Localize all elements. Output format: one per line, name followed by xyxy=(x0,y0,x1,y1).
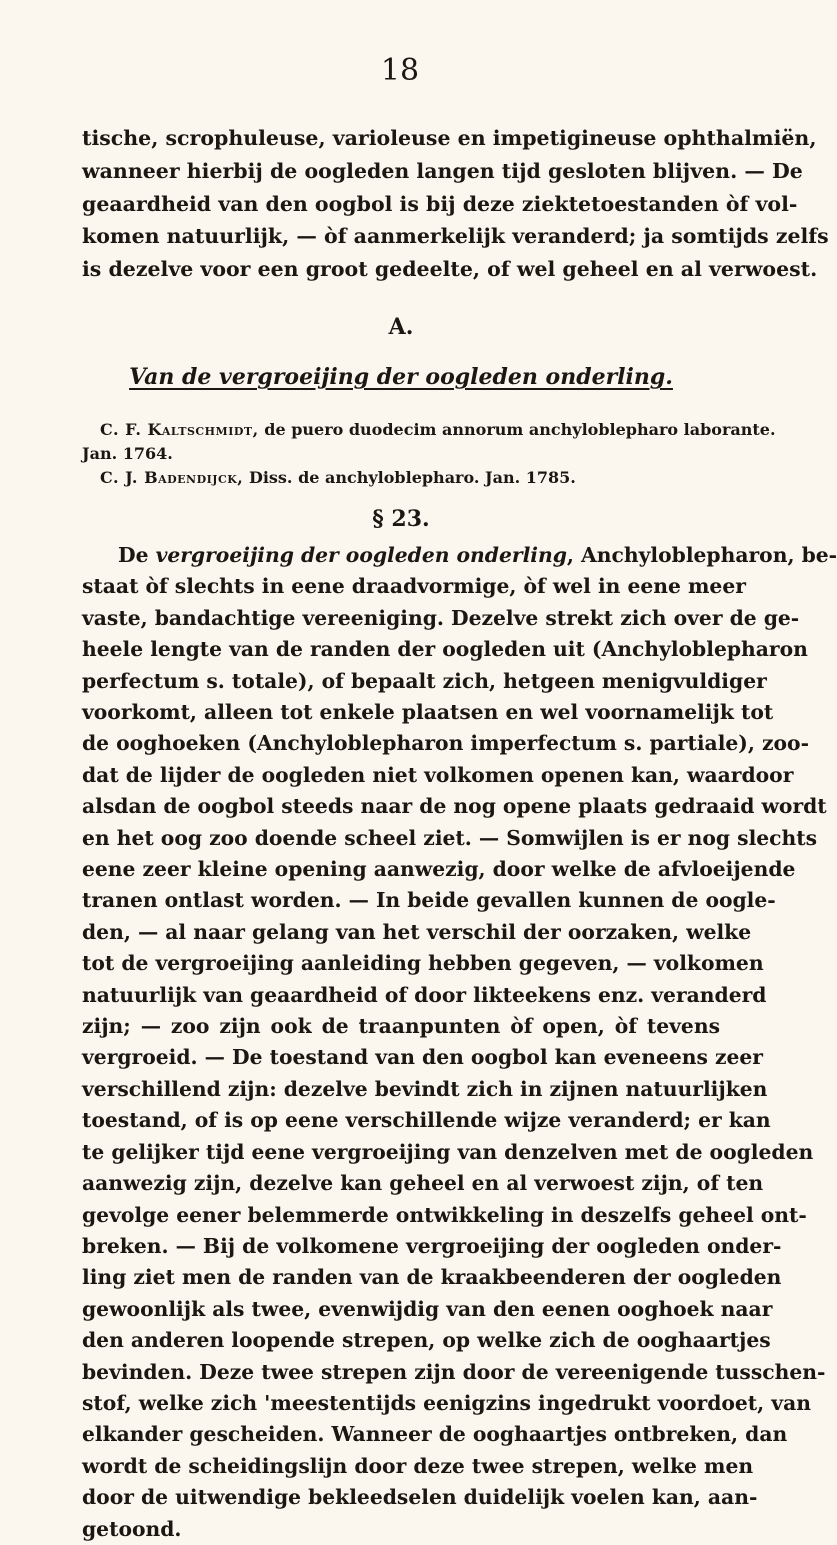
text-line: de ooghoeken (Anchyloblepharon imperfectum s. partiale), zoo- xyxy=(82,731,810,756)
text-line: verschillend zijn: dezelve bevindt zich in zijnen natuurlijken xyxy=(82,1076,768,1101)
text-line: vaste, bandachtige vereeniging. Dezelve strekt zich over de ge- xyxy=(82,605,800,630)
text-line: stof, welke zich 'meestentijds eenigzins ingedrukt voordoet, van xyxy=(82,1390,811,1415)
body-lines xyxy=(82,571,827,1545)
reference-author: C. J. Badendijck, xyxy=(100,467,244,487)
text-line xyxy=(82,540,837,571)
section-title: Van de vergroeijing der oogleden onderling. xyxy=(129,363,673,390)
text-line: den, — al naar gelang van het verschil der oorzaken, welke xyxy=(82,919,752,944)
text-line: tot de vergroeijing aanleiding hebben gegeven, — volkomen xyxy=(82,951,764,976)
text-line: getoond. xyxy=(82,1516,182,1541)
text-line: dat de lijder de oogleden niet volkomen openen kan, waardoor xyxy=(82,762,794,787)
text-line: staat òf slechts in eene draadvormige, òf wel in eene meer xyxy=(82,574,746,599)
text-line: tranen ontlast worden. — In beide gevallen kunnen de oogle- xyxy=(82,888,776,913)
text-line: gevolge eener belemmerde ontwikkeling in deszelfs geheel ont- xyxy=(82,1202,807,1227)
text-line: tische, scrophuleuse, varioleuse en impetigineuse ophthalmiën, xyxy=(82,126,817,150)
text-line: natuurlijk van geaardheid of door likteekens enz. veranderd xyxy=(82,982,767,1007)
text-line: alsdan de oogbol steeds naar de nog opene plaats gedraaid wordt xyxy=(82,794,827,819)
text-line: vergroeid. — De toestand van den oogbol kan eveneens zeer xyxy=(82,1045,763,1070)
text-line: is dezelve voor een groot gedeelte, of wel geheel en al verwoest. xyxy=(82,257,818,282)
text-line: bevinden. Deze twee strepen zijn door de vereenigende tusschen- xyxy=(82,1359,826,1384)
text-line: aanwezig zijn, dezelve kan geheel en al verwoest zijn, of ten xyxy=(82,1171,764,1196)
reference-1 xyxy=(82,418,776,442)
reference-author: C. F. Kaltschmidt, xyxy=(100,419,259,439)
reference-text: de puero duodecim annorum anchyloblepharo laborante. xyxy=(264,419,776,439)
intro-paragraph xyxy=(82,122,829,286)
body-paragraph xyxy=(82,540,837,1545)
text-line: den anderen loopende strepen, op welke zich de ooghaartjes xyxy=(82,1328,771,1353)
emphasized-term: vergroeijing der oogleden onderling xyxy=(155,542,567,567)
text-line: breken. — Bij de volkomene vergroeijing der oogleden onder- xyxy=(82,1233,782,1258)
reference-text: Diss. de anchyloblepharo. Jan. 1785. xyxy=(248,467,576,487)
page-number: 18 xyxy=(380,53,420,88)
text-line: ling ziet men de randen van de kraakbeenderen der oogleden xyxy=(82,1265,782,1290)
text-line: zijn; — zoo zijn ook de traanpunten òf open, òf tevens xyxy=(82,1014,720,1039)
text-line: door de uitwendige bekleedselen duidelijk voelen kan, aan- xyxy=(82,1485,758,1510)
text-line: te gelijker tijd eene vergroeijing van denzelven met de oogleden xyxy=(82,1139,814,1164)
text-line: komen natuurlijk, — òf aanmerkelijk veranderd; ja somtijds zelfs xyxy=(82,224,829,249)
section-letter: A. xyxy=(388,313,414,340)
paragraph-mark: § 23. xyxy=(372,505,430,532)
text-line: toestand, of is op eene verschillende wijze veranderd; er kan xyxy=(82,1108,771,1133)
text-line: geaardheid van den oogbol is bij deze ziektetoestanden òf vol- xyxy=(82,191,798,216)
reference-2 xyxy=(82,466,720,490)
text-line: en het oog zoo doende scheel ziet. — Somwijlen is er nog slechts xyxy=(82,825,818,850)
text-line: heele lengte van de randen der oogleden uit (Anchyloblepharon xyxy=(82,637,808,662)
references xyxy=(82,418,776,490)
text-line: perfectum s. totale), of bepaalt zich, hetgeen menigvuldiger xyxy=(82,668,767,693)
text-line: eene zeer kleine opening aanwezig, door welke de afvloeijende xyxy=(82,857,796,882)
text-line: elkander gescheiden. Wanneer de ooghaartjes ontbreken, dan xyxy=(82,1422,788,1447)
text-run: , Anchyloblepharon, be- xyxy=(566,542,837,567)
text-run: De xyxy=(118,542,149,567)
reference-1-continued: Jan. 1764. xyxy=(82,443,173,463)
text-line: wordt de scheidingslijn door deze twee strepen, welke men xyxy=(82,1453,754,1478)
text-line: wanneer hierbij de oogleden langen tijd gesloten blijven. — De xyxy=(82,158,803,183)
text-line: voorkomt, alleen tot enkele plaatsen en wel voornamelijk tot xyxy=(82,700,774,725)
text-line: gewoonlijk als twee, evenwijdig van den eenen ooghoek naar xyxy=(82,1296,773,1321)
